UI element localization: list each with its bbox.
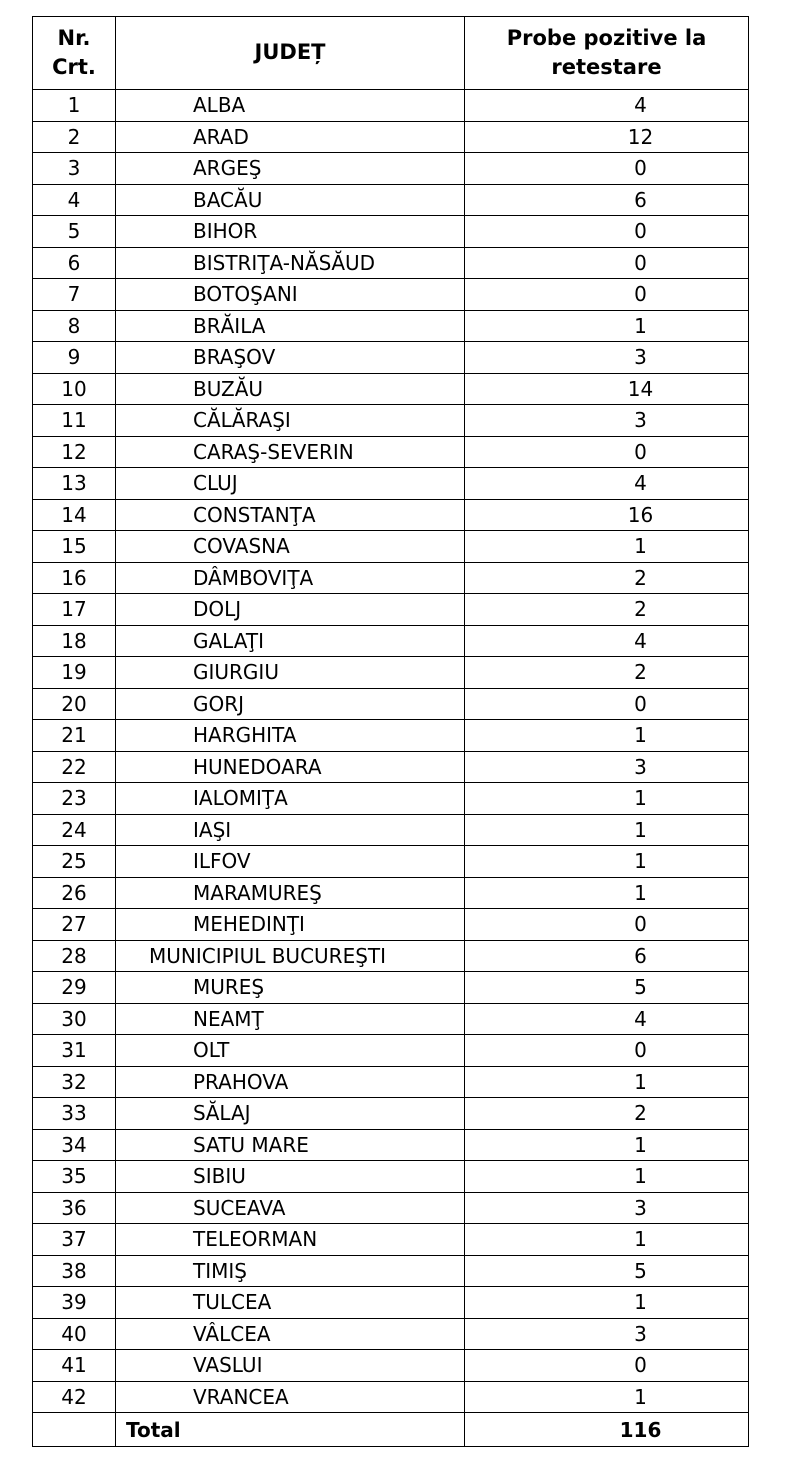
table-row: [33, 1003, 749, 1035]
row-number-cell: 36: [33, 1192, 116, 1224]
row-number-cell: 4: [33, 184, 116, 216]
row-number-cell: 32: [33, 1066, 116, 1098]
positive-count-cell: 5: [465, 972, 749, 1004]
county-name-cell: CĂLĂRAŞI: [116, 405, 465, 437]
table-row: [33, 279, 749, 311]
county-name-cell: PRAHOVA: [116, 1066, 465, 1098]
total-empty-cell: [33, 1413, 116, 1447]
row-number-cell: 42: [33, 1381, 116, 1413]
positive-count-cell: 0: [465, 909, 749, 941]
table-row: [33, 1350, 749, 1382]
county-name-cell: CARAŞ-SEVERIN: [116, 436, 465, 468]
county-name-cell: MUREŞ: [116, 972, 465, 1004]
positive-count-cell: 2: [465, 594, 749, 626]
row-number-cell: 22: [33, 751, 116, 783]
county-name-cell: VASLUI: [116, 1350, 465, 1382]
positive-count-cell: 1: [465, 1066, 749, 1098]
positive-count-cell: 0: [465, 216, 749, 248]
table-row: [33, 562, 749, 594]
table-row: [33, 1381, 749, 1413]
row-number-cell: 13: [33, 468, 116, 500]
row-number-cell: 34: [33, 1129, 116, 1161]
total-row: [33, 1413, 749, 1447]
county-name-cell: MEHEDINŢI: [116, 909, 465, 941]
header-probe-line1: Probe pozitive la: [506, 25, 707, 50]
table-row: [33, 625, 749, 657]
table-row: [33, 688, 749, 720]
row-number-cell: 11: [33, 405, 116, 437]
row-number-cell: 38: [33, 1255, 116, 1287]
positive-count-cell: 4: [465, 1003, 749, 1035]
county-name-cell: IAŞI: [116, 814, 465, 846]
county-name-cell: HUNEDOARA: [116, 751, 465, 783]
county-name-cell: BISTRIŢA-NĂSĂUD: [116, 247, 465, 279]
positive-count-cell: 1: [465, 1224, 749, 1256]
county-name-cell: SUCEAVA: [116, 1192, 465, 1224]
row-number-cell: 24: [33, 814, 116, 846]
row-number-cell: 31: [33, 1035, 116, 1067]
row-number-cell: 17: [33, 594, 116, 626]
positive-count-cell: 2: [465, 562, 749, 594]
table-row: [33, 1035, 749, 1067]
positive-count-cell: 2: [465, 657, 749, 689]
row-number-cell: 28: [33, 940, 116, 972]
row-number-cell: 10: [33, 373, 116, 405]
county-name-cell: GALAŢI: [116, 625, 465, 657]
county-name-cell: BUZĂU: [116, 373, 465, 405]
positive-count-cell: 0: [465, 247, 749, 279]
row-number-cell: 18: [33, 625, 116, 657]
positive-count-cell: 6: [465, 184, 749, 216]
row-number-cell: 16: [33, 562, 116, 594]
positive-count-cell: 0: [465, 688, 749, 720]
table-row: [33, 1287, 749, 1319]
positive-count-cell: 0: [465, 153, 749, 185]
positive-count-cell: 14: [465, 373, 749, 405]
positive-count-cell: 4: [465, 625, 749, 657]
row-number-cell: 15: [33, 531, 116, 563]
table-body: [33, 90, 749, 1413]
positive-count-cell: 3: [465, 342, 749, 374]
row-number-cell: 23: [33, 783, 116, 815]
county-name-cell: DÂMBOVIŢA: [116, 562, 465, 594]
table-row: [33, 1318, 749, 1350]
positive-count-cell: 1: [465, 1161, 749, 1193]
positive-count-cell: 6: [465, 940, 749, 972]
table-row: [33, 972, 749, 1004]
table-row: [33, 751, 749, 783]
positive-count-cell: 16: [465, 499, 749, 531]
table-row: [33, 531, 749, 563]
row-number-cell: 3: [33, 153, 116, 185]
table-row: [33, 1098, 749, 1130]
row-number-cell: 35: [33, 1161, 116, 1193]
positive-count-cell: 3: [465, 751, 749, 783]
positive-count-cell: 2: [465, 1098, 749, 1130]
table-row: [33, 940, 749, 972]
positive-count-cell: 5: [465, 1255, 749, 1287]
total-value: 116: [465, 1413, 749, 1447]
row-number-cell: 5: [33, 216, 116, 248]
table-row: [33, 499, 749, 531]
row-number-cell: 8: [33, 310, 116, 342]
row-number-cell: 6: [33, 247, 116, 279]
county-name-cell: IALOMIŢA: [116, 783, 465, 815]
header-judet: JUDEȚ: [116, 17, 465, 90]
positive-count-cell: 1: [465, 1381, 749, 1413]
positive-count-cell: 1: [465, 531, 749, 563]
county-name-cell: ARGEŞ: [116, 153, 465, 185]
county-name-cell: NEAMŢ: [116, 1003, 465, 1035]
table-header-row: [33, 17, 749, 90]
positive-count-cell: 3: [465, 405, 749, 437]
row-number-cell: 30: [33, 1003, 116, 1035]
header-probe-pozitive: [465, 17, 749, 90]
table-row: [33, 310, 749, 342]
table-row: [33, 909, 749, 941]
header-nr-line2: Crt.: [52, 55, 96, 79]
positive-count-cell: 1: [465, 814, 749, 846]
row-number-cell: 33: [33, 1098, 116, 1130]
table-row: [33, 1161, 749, 1193]
positive-count-cell: 0: [465, 1035, 749, 1067]
header-probe-line2: retestare: [551, 55, 662, 79]
county-name-cell: CLUJ: [116, 468, 465, 500]
county-name-cell: TULCEA: [116, 1287, 465, 1319]
county-name-cell: ILFOV: [116, 846, 465, 878]
retest-positive-table: [32, 16, 749, 1447]
row-number-cell: 26: [33, 877, 116, 909]
county-name-cell: HARGHITA: [116, 720, 465, 752]
table-row: [33, 247, 749, 279]
total-label: Total: [116, 1413, 465, 1447]
positive-count-cell: 1: [465, 846, 749, 878]
table-row: [33, 342, 749, 374]
row-number-cell: 20: [33, 688, 116, 720]
county-name-cell: COVASNA: [116, 531, 465, 563]
county-name-cell: BRAŞOV: [116, 342, 465, 374]
county-name-cell: BIHOR: [116, 216, 465, 248]
county-name-cell: SATU MARE: [116, 1129, 465, 1161]
table-row: [33, 436, 749, 468]
row-number-cell: 21: [33, 720, 116, 752]
positive-count-cell: 1: [465, 1129, 749, 1161]
county-name-cell: GIURGIU: [116, 657, 465, 689]
row-number-cell: 7: [33, 279, 116, 311]
row-number-cell: 29: [33, 972, 116, 1004]
table-row: [33, 720, 749, 752]
county-name-cell: DOLJ: [116, 594, 465, 626]
row-number-cell: 40: [33, 1318, 116, 1350]
row-number-cell: 37: [33, 1224, 116, 1256]
table-row: [33, 814, 749, 846]
county-name-cell: VRANCEA: [116, 1381, 465, 1413]
county-name-cell: GORJ: [116, 688, 465, 720]
table-row: [33, 405, 749, 437]
positive-count-cell: 1: [465, 1287, 749, 1319]
table-row: [33, 1224, 749, 1256]
county-name-cell: CONSTANŢA: [116, 499, 465, 531]
positive-count-cell: 12: [465, 121, 749, 153]
table-row: [33, 90, 749, 122]
positive-count-cell: 1: [465, 877, 749, 909]
positive-count-cell: 3: [465, 1192, 749, 1224]
county-name-cell: BOTOŞANI: [116, 279, 465, 311]
county-name-cell: SĂLAJ: [116, 1098, 465, 1130]
table-row: [33, 783, 749, 815]
positive-count-cell: 1: [465, 720, 749, 752]
row-number-cell: 9: [33, 342, 116, 374]
row-number-cell: 25: [33, 846, 116, 878]
row-number-cell: 1: [33, 90, 116, 122]
header-nr-line1: Nr.: [57, 25, 91, 50]
table-row: [33, 216, 749, 248]
positive-count-cell: 3: [465, 1318, 749, 1350]
table-row: [33, 373, 749, 405]
table-row: [33, 1129, 749, 1161]
row-number-cell: 39: [33, 1287, 116, 1319]
row-number-cell: 14: [33, 499, 116, 531]
table-row: [33, 1255, 749, 1287]
positive-count-cell: 1: [465, 310, 749, 342]
table-row: [33, 468, 749, 500]
row-number-cell: 12: [33, 436, 116, 468]
positive-count-cell: 0: [465, 1350, 749, 1382]
table-row: [33, 877, 749, 909]
row-number-cell: 19: [33, 657, 116, 689]
county-name-cell: ARAD: [116, 121, 465, 153]
table-row: [33, 1066, 749, 1098]
row-number-cell: 2: [33, 121, 116, 153]
table-row: [33, 121, 749, 153]
positive-count-cell: 0: [465, 436, 749, 468]
county-name-cell: ALBA: [116, 90, 465, 122]
county-name-cell: TELEORMAN: [116, 1224, 465, 1256]
table-row: [33, 657, 749, 689]
positive-count-cell: 4: [465, 468, 749, 500]
table-row: [33, 153, 749, 185]
positive-count-cell: 4: [465, 90, 749, 122]
county-name-cell: SIBIU: [116, 1161, 465, 1193]
county-name-cell: BACĂU: [116, 184, 465, 216]
table-row: [33, 184, 749, 216]
header-nr-crt: [33, 17, 116, 90]
row-number-cell: 27: [33, 909, 116, 941]
county-name-cell: VÂLCEA: [116, 1318, 465, 1350]
table-row: [33, 594, 749, 626]
row-number-cell: 41: [33, 1350, 116, 1382]
county-name-cell: BRĂILA: [116, 310, 465, 342]
table-row: [33, 846, 749, 878]
county-name-cell: MARAMUREŞ: [116, 877, 465, 909]
county-name-cell: OLT: [116, 1035, 465, 1067]
county-name-cell: TIMIŞ: [116, 1255, 465, 1287]
county-name-cell: MUNICIPIUL BUCUREŞTI: [116, 940, 465, 972]
positive-count-cell: 1: [465, 783, 749, 815]
table-row: [33, 1192, 749, 1224]
positive-count-cell: 0: [465, 279, 749, 311]
